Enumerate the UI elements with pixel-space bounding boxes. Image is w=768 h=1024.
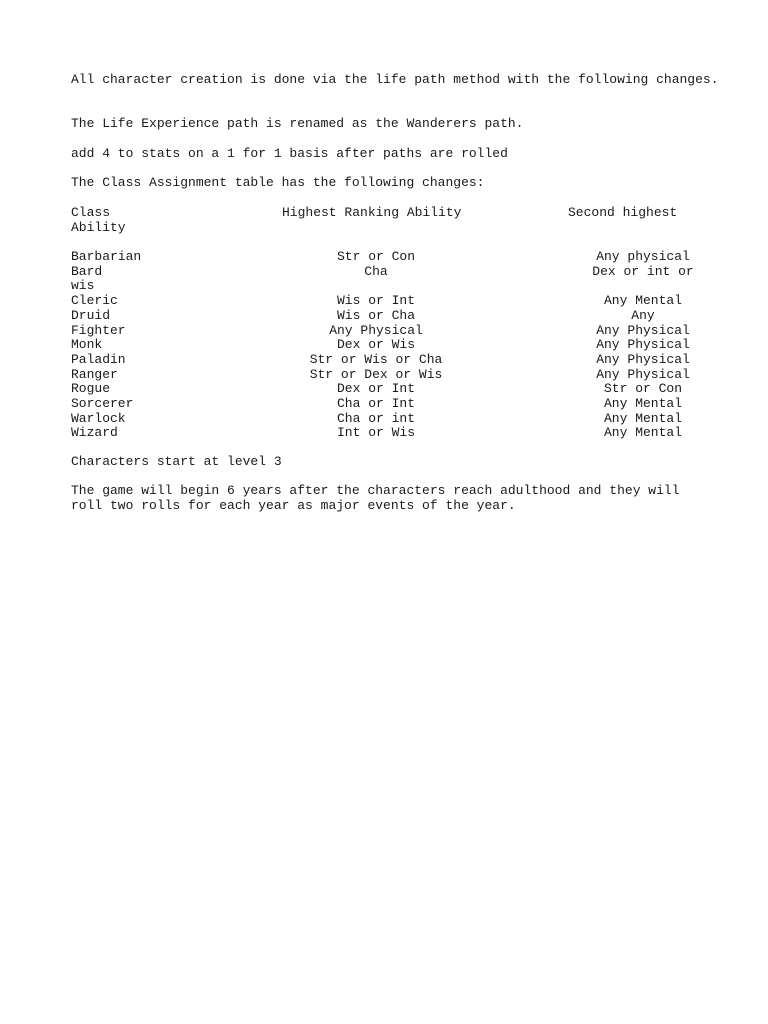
table-cell-class: Cleric [71, 293, 118, 309]
table-cell-second: Any Physical [596, 351, 690, 367]
table-cell-second-wrap: wis [71, 278, 95, 294]
table-cell-class: Sorcerer [71, 396, 134, 411]
class-changes-paragraph: The Class Assignment table has the following changes: [71, 175, 485, 190]
table-cell-class: Bard [71, 263, 103, 279]
table-cell-class: Wizard [71, 425, 118, 441]
table-cell-second: Any Physical [596, 337, 690, 353]
table-cell-class: Fighter [71, 322, 126, 338]
table-cell-highest: Cha or int [336, 410, 415, 426]
table-cell-highest: Str or Dex or Wis [309, 366, 443, 382]
table-cell-highest: Wis or Int [336, 293, 415, 309]
header-second-wrap: Ability [71, 220, 126, 235]
game-begin-paragraph: The game will begin 6 years after the characters reach adulthood and they will roll two rolls for each year as major events of the year. [71, 483, 680, 513]
table-cell-second: Str or Con [603, 381, 682, 397]
intro-paragraph: All character creation is done via the life path method with the following changes. [71, 72, 719, 87]
table-cell-highest: Int or Wis [336, 425, 415, 441]
table-cell-class: Monk [71, 337, 103, 353]
table-cell-class: Paladin [71, 351, 126, 367]
table-cell-highest: Wis or Cha [336, 307, 415, 323]
table-cell-second: Any Mental [603, 396, 682, 411]
level-paragraph: Characters start at level 3 [71, 454, 282, 469]
table-cell-highest: Str or Con [336, 249, 415, 264]
table-cell-second: Any physical [596, 249, 690, 264]
table-cell-class: Ranger [71, 366, 118, 382]
table-cell-second: Any Mental [603, 425, 682, 441]
table-cell-second: Dex or int or [592, 263, 694, 279]
table-cell-highest: Str or Wis or Cha [309, 351, 443, 367]
table-cell-class: Warlock [71, 410, 126, 426]
table-cell-class: Rogue [71, 381, 111, 397]
table-cell-second: Any Physical [596, 322, 690, 338]
header-class: Class [71, 205, 111, 220]
stats-paragraph: add 4 to stats on a 1 for 1 basis after paths are rolled [71, 146, 508, 161]
wanderers-paragraph: The Life Experience path is renamed as the Wanderers path. [71, 116, 524, 131]
table-cell-second: Any [631, 307, 655, 323]
table-cell-second: Any Mental [603, 410, 682, 426]
table-cell-highest: Dex or Wis [336, 337, 415, 353]
table-cell-highest: Cha or Int [336, 396, 415, 411]
table-cell-class: Druid [71, 307, 111, 323]
table-cell-second: Any Physical [596, 366, 690, 382]
table-cell-second: Any Mental [603, 293, 682, 309]
header-highest: Highest Ranking Ability [282, 205, 462, 220]
table-cell-highest: Cha [364, 263, 388, 279]
table-cell-class: Barbarian [71, 249, 142, 264]
header-second: Second highest [568, 205, 678, 220]
table-cell-highest: Dex or Int [336, 381, 415, 397]
table-cell-highest: Any Physical [329, 322, 423, 338]
